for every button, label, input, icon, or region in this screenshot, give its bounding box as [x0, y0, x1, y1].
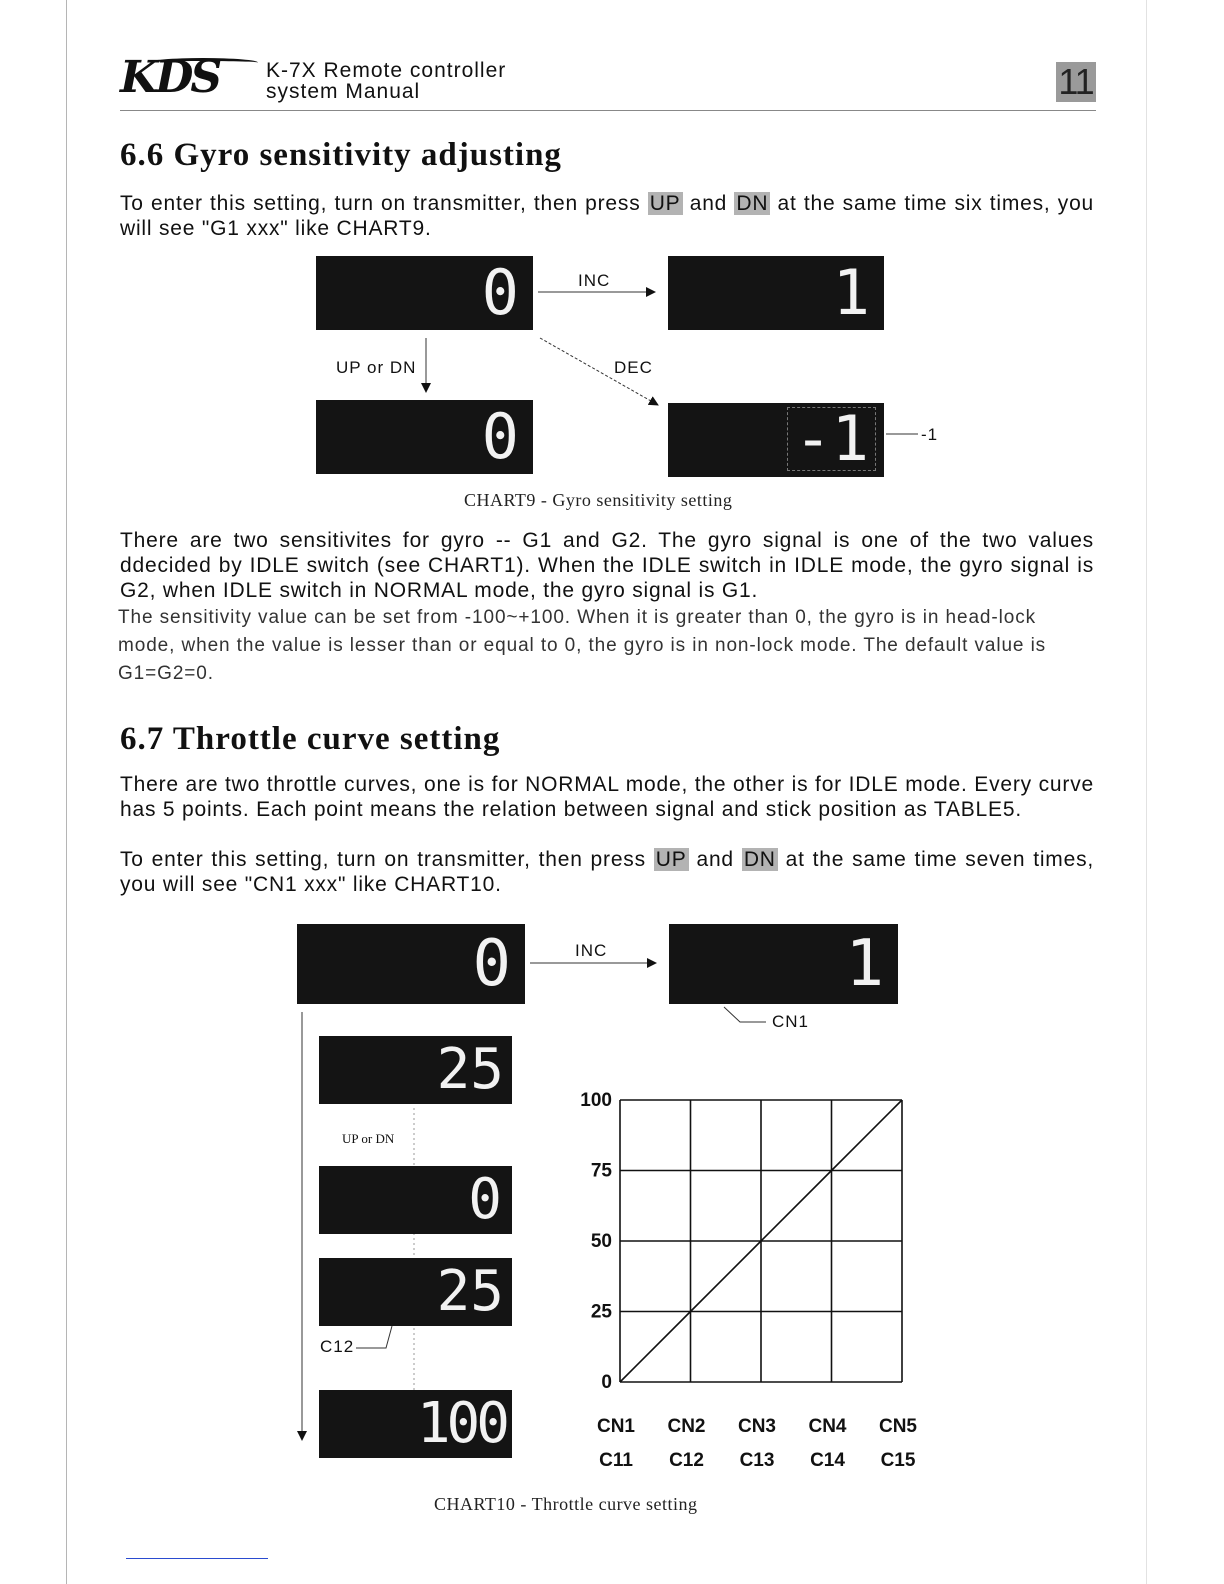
lcd-value: 1 — [845, 927, 884, 1001]
lcd-value: 0 — [472, 927, 511, 1001]
key-dn: DN — [736, 192, 769, 215]
intro-text-1: To enter this setting, turn on transmitter, then press — [120, 192, 641, 215]
lcd-value: 0 — [481, 400, 519, 473]
x-secondary-label: C11 — [599, 1450, 633, 1471]
gyro-description: There are two sensitivites for gyro -- G1 and G2. The gyro signal is one of the two values ddecided by IDLE switch (see CHART1). When the IDLE switch in IDLE mode, the gyro signal is G2, when IDLE switch in NORMAL mode, the gyro signal is G1. — [120, 529, 1094, 602]
chart9-caption: CHART9 - Gyro sensitivity setting — [464, 490, 733, 510]
throttle-curve-chart — [560, 1080, 960, 1480]
y-tick-label: 75 — [590, 1160, 612, 1182]
x-secondary-label: C13 — [739, 1450, 775, 1471]
lcd-value: 100 — [416, 1391, 506, 1456]
throttle-description: There are two throttle curves, one is for NORMAL mode, the other is for IDLE mode. Every curve has 5 points. Each point means the relation between signal and stick position as TABLE5. — [120, 773, 1094, 821]
page-number: 11 — [1056, 62, 1096, 102]
inc-label-cn: INC — [575, 941, 608, 960]
intro-text-1: To enter this setting, turn on transmitter, then press — [120, 848, 646, 871]
updn-label-cn: UP or DN — [342, 1131, 395, 1146]
y-tick-label: 0 — [601, 1372, 612, 1393]
inc-label: INC — [578, 271, 611, 290]
minus1-callout-label: -1 — [921, 425, 939, 444]
section-6-6-heading: 6.6 Gyro sensitivity adjusting — [120, 137, 562, 173]
lcd-value: 0 — [481, 256, 519, 329]
intro-text-2: at the same time six times, you will see "G1 xxx" like CHART9. — [120, 192, 1095, 240]
y-tick-label: 50 — [590, 1231, 612, 1252]
lcd-value-highlight: -1 — [787, 407, 876, 471]
section-6-7-heading: 6.7 Throttle curve setting — [120, 721, 501, 757]
y-tick-label: 100 — [580, 1090, 612, 1111]
x-tick-label: CN5 — [878, 1416, 918, 1437]
lcd-cn1-0 — [297, 924, 525, 1004]
intro-and: and — [689, 192, 728, 215]
intro-and: and — [696, 848, 734, 871]
c12-callout-label: C12 — [320, 1337, 355, 1356]
lcd-c11-0 — [319, 1166, 512, 1234]
y-tick-label: 25 — [590, 1301, 612, 1323]
lcd-value: 25 — [436, 1037, 504, 1102]
x-secondary-label: C12 — [669, 1450, 704, 1471]
c12-callout-line — [356, 1326, 392, 1348]
lcd-c15-100 — [319, 1390, 512, 1458]
cn1-callout-line — [724, 1007, 766, 1022]
section-6-7-intro — [120, 847, 1094, 897]
x-tick-label: CN4 — [808, 1416, 847, 1437]
key-dn: DN — [743, 848, 776, 871]
manual-title-line1: K-7X Remote controller — [266, 59, 507, 82]
lcd-value: 0 — [468, 1167, 502, 1232]
dec-label: DEC — [614, 358, 653, 377]
x-secondary-label: C14 — [810, 1450, 845, 1471]
x-secondary-label: C15 — [880, 1450, 916, 1471]
key-up: UP — [649, 192, 681, 215]
lcd-cn1-1 — [669, 924, 898, 1004]
footer-link-line — [126, 1558, 268, 1559]
lcd-value: 1 — [832, 256, 870, 329]
x-tick-label: CN3 — [737, 1416, 777, 1437]
lcd-c12-25 — [319, 1258, 512, 1326]
lcd-cn2-25 — [319, 1036, 512, 1104]
key-up: UP — [655, 848, 687, 871]
gyro-range-description: The sensitivity value can be set from -100~+100. When it is greater than 0, the gyro is in head-lock mode, when the value is lesser than or equal to 0, the gyro is in non-lock mode. The default value is G1=G2=0. — [118, 607, 1047, 684]
chart10-caption: CHART10 - Throttle curve setting — [434, 1494, 698, 1514]
cn1-callout-label: CN1 — [772, 1012, 810, 1031]
kds-logo: KDS — [120, 52, 220, 103]
x-tick-label: CN2 — [667, 1416, 706, 1437]
updn-label: UP or DN — [336, 358, 417, 377]
intro-text-2: at the same time seven times, you will see "CN1 xxx" like CHART10. — [120, 848, 1095, 896]
lcd-value: 25 — [436, 1259, 504, 1324]
manual-title-line2: system Manual — [266, 80, 421, 103]
x-tick-label: CN1 — [596, 1416, 636, 1437]
